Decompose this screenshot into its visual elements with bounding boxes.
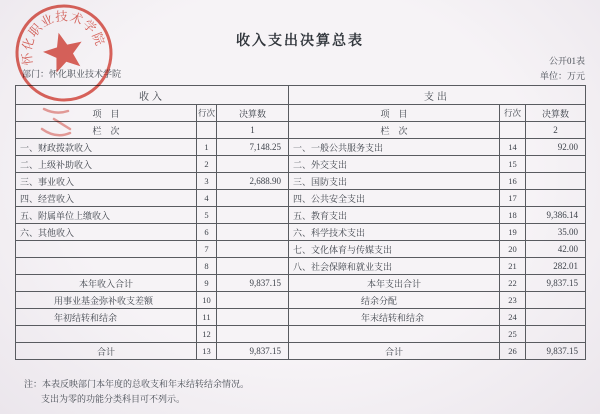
income-line-cell: 8: [197, 258, 217, 275]
footnote-line2: 支出为零的功能分类科目可不列示。: [41, 394, 186, 404]
expense-line-cell: 22: [500, 275, 526, 292]
stamp-star-icon: [39, 28, 87, 75]
income-item-cell: [16, 241, 197, 258]
expense-line-cell: 17: [500, 190, 526, 207]
income-item-cell: 四、经营收入: [16, 190, 197, 207]
income-amount-cell: [217, 190, 289, 207]
expense-line-cell: 18: [500, 207, 526, 224]
income-amount-cell: 7,148.25: [217, 139, 289, 156]
table-row: [16, 190, 586, 207]
expense-item-cell: 二、外交支出: [289, 156, 500, 173]
income-line-cell: 11: [197, 309, 217, 326]
income-item-cell: 合计: [16, 343, 197, 360]
expense-item-cell: 四、公共安全支出: [289, 190, 500, 207]
expense-amount-cell: 9,386.14: [526, 207, 586, 224]
expense-line-cell: 19: [500, 224, 526, 241]
table-row: [16, 207, 586, 224]
income-amount-cell: [217, 241, 289, 258]
income-amount-cell: [217, 156, 289, 173]
expense-item-cell: 一、一般公共服务支出: [289, 139, 500, 156]
income-item-cell: 年初结转和结余: [16, 309, 197, 326]
expense-line-cell: 20: [500, 241, 526, 258]
table-row: [16, 224, 586, 241]
income-item-cell: 本年收入合计: [16, 275, 197, 292]
income-amount-cell: [217, 326, 289, 343]
income-amount-cell: 9,837.15: [217, 275, 289, 292]
department-label: 部门：怀化职业技术学院: [22, 69, 122, 79]
stamp-ink-marks: [42, 109, 70, 135]
income-amount-header: 决算数: [217, 105, 289, 122]
expense-amount-cell: 42.00: [526, 241, 586, 258]
table-row: [16, 309, 586, 326]
expense-amount-cell: 282.01: [526, 258, 586, 275]
income-amount-cell: 2,688.90: [217, 173, 289, 190]
income-item-cell: 五、附属单位上缴收入: [16, 207, 197, 224]
unit-label: 单位：万元: [539, 71, 585, 81]
expense-column-index: 2: [526, 122, 586, 139]
expense-item-cell: 五、教育支出: [289, 207, 500, 224]
income-line-cell: 3: [197, 173, 217, 190]
income-line-header: 行次: [197, 105, 217, 122]
expense-amount-cell: [526, 173, 586, 190]
income-item-cell: [16, 326, 197, 343]
expense-item-cell: 六、科学技术支出: [289, 224, 500, 241]
income-line-cell: 12: [197, 326, 217, 343]
expense-line-index-blank: [500, 122, 526, 139]
footnote-line1: 注：本表反映部门本年度的总收支和年末结转结余情况。: [24, 379, 250, 389]
table-row: [16, 156, 586, 173]
income-amount-cell: [217, 309, 289, 326]
expense-line-cell: 25: [500, 326, 526, 343]
table-row: [16, 173, 586, 190]
income-line-cell: 9: [197, 275, 217, 292]
table-code-label: 公开01表: [548, 56, 585, 66]
expense-amount-header: 决算数: [526, 105, 586, 122]
expense-item-cell: [289, 326, 500, 343]
income-column-index-label: 栏 次: [16, 122, 197, 139]
income-item-cell: 六、其他收入: [16, 224, 197, 241]
income-line-cell: 13: [197, 343, 217, 360]
expense-item-cell: 年末结转和结余: [289, 309, 500, 326]
expense-item-cell: 合计: [289, 343, 500, 360]
table-row: [16, 275, 586, 292]
expense-amount-cell: 35.00: [526, 224, 586, 241]
expense-amount-cell: 9,837.15: [526, 343, 586, 360]
income-line-index-blank: [197, 122, 217, 139]
expense-amount-cell: [526, 190, 586, 207]
expense-item-cell: 结余分配: [289, 292, 500, 309]
income-item-cell: 一、财政拨款收入: [16, 139, 197, 156]
income-amount-cell: [217, 224, 289, 241]
income-item-header: 项 目: [16, 105, 197, 122]
expense-line-cell: 24: [500, 309, 526, 326]
expense-section-header: 支出: [289, 86, 586, 105]
income-amount-cell: 9,837.15: [217, 343, 289, 360]
table-body: [16, 139, 586, 360]
income-line-cell: 1: [197, 139, 217, 156]
expense-amount-cell: 92.00: [526, 139, 586, 156]
income-amount-cell: [217, 207, 289, 224]
expense-item-cell: 八、社会保障和就业支出: [289, 258, 500, 275]
income-item-cell: 用事业基金弥补收支差额: [16, 292, 197, 309]
table-row: [16, 241, 586, 258]
expense-column-index-label: 栏 次: [289, 122, 500, 139]
expense-amount-cell: 9,837.15: [526, 275, 586, 292]
income-line-cell: 7: [197, 241, 217, 258]
income-amount-cell: [217, 292, 289, 309]
expense-line-cell: 21: [500, 258, 526, 275]
table-row: [16, 292, 586, 309]
expense-amount-cell: [526, 309, 586, 326]
expense-line-cell: 14: [500, 139, 526, 156]
expense-item-header: 项 目: [289, 105, 500, 122]
income-column-index: 1: [217, 122, 289, 139]
expense-amount-cell: [526, 292, 586, 309]
expense-item-cell: 本年支出合计: [289, 275, 500, 292]
income-section-header: 收入: [16, 86, 289, 105]
official-seal-stamp: [2, 0, 126, 141]
table-row: [16, 139, 586, 156]
table-row: [16, 258, 586, 275]
income-line-cell: 10: [197, 292, 217, 309]
expense-line-cell: 26: [500, 343, 526, 360]
expense-item-cell: 三、国防支出: [289, 173, 500, 190]
expense-line-header: 行次: [500, 105, 526, 122]
income-line-cell: 5: [197, 207, 217, 224]
income-item-cell: [16, 258, 197, 275]
expense-line-cell: 23: [500, 292, 526, 309]
footnotes: [24, 377, 249, 407]
expense-item-cell: 七、文化体育与传媒支出: [289, 241, 500, 258]
expense-amount-cell: [526, 326, 586, 343]
income-line-cell: 6: [197, 224, 217, 241]
table-row: [16, 343, 586, 360]
stamp-arc-text: 怀化职业技术学院: [19, 9, 108, 67]
expense-line-cell: 15: [500, 156, 526, 173]
expense-line-cell: 16: [500, 173, 526, 190]
income-line-cell: 2: [197, 156, 217, 173]
income-item-cell: 三、事业收入: [16, 173, 197, 190]
page-title: 收入支出决算总表: [236, 34, 364, 49]
income-amount-cell: [217, 258, 289, 275]
expense-amount-cell: [526, 156, 586, 173]
table-row: [16, 326, 586, 343]
income-item-cell: 二、上级补助收入: [16, 156, 197, 173]
income-line-cell: 4: [197, 190, 217, 207]
